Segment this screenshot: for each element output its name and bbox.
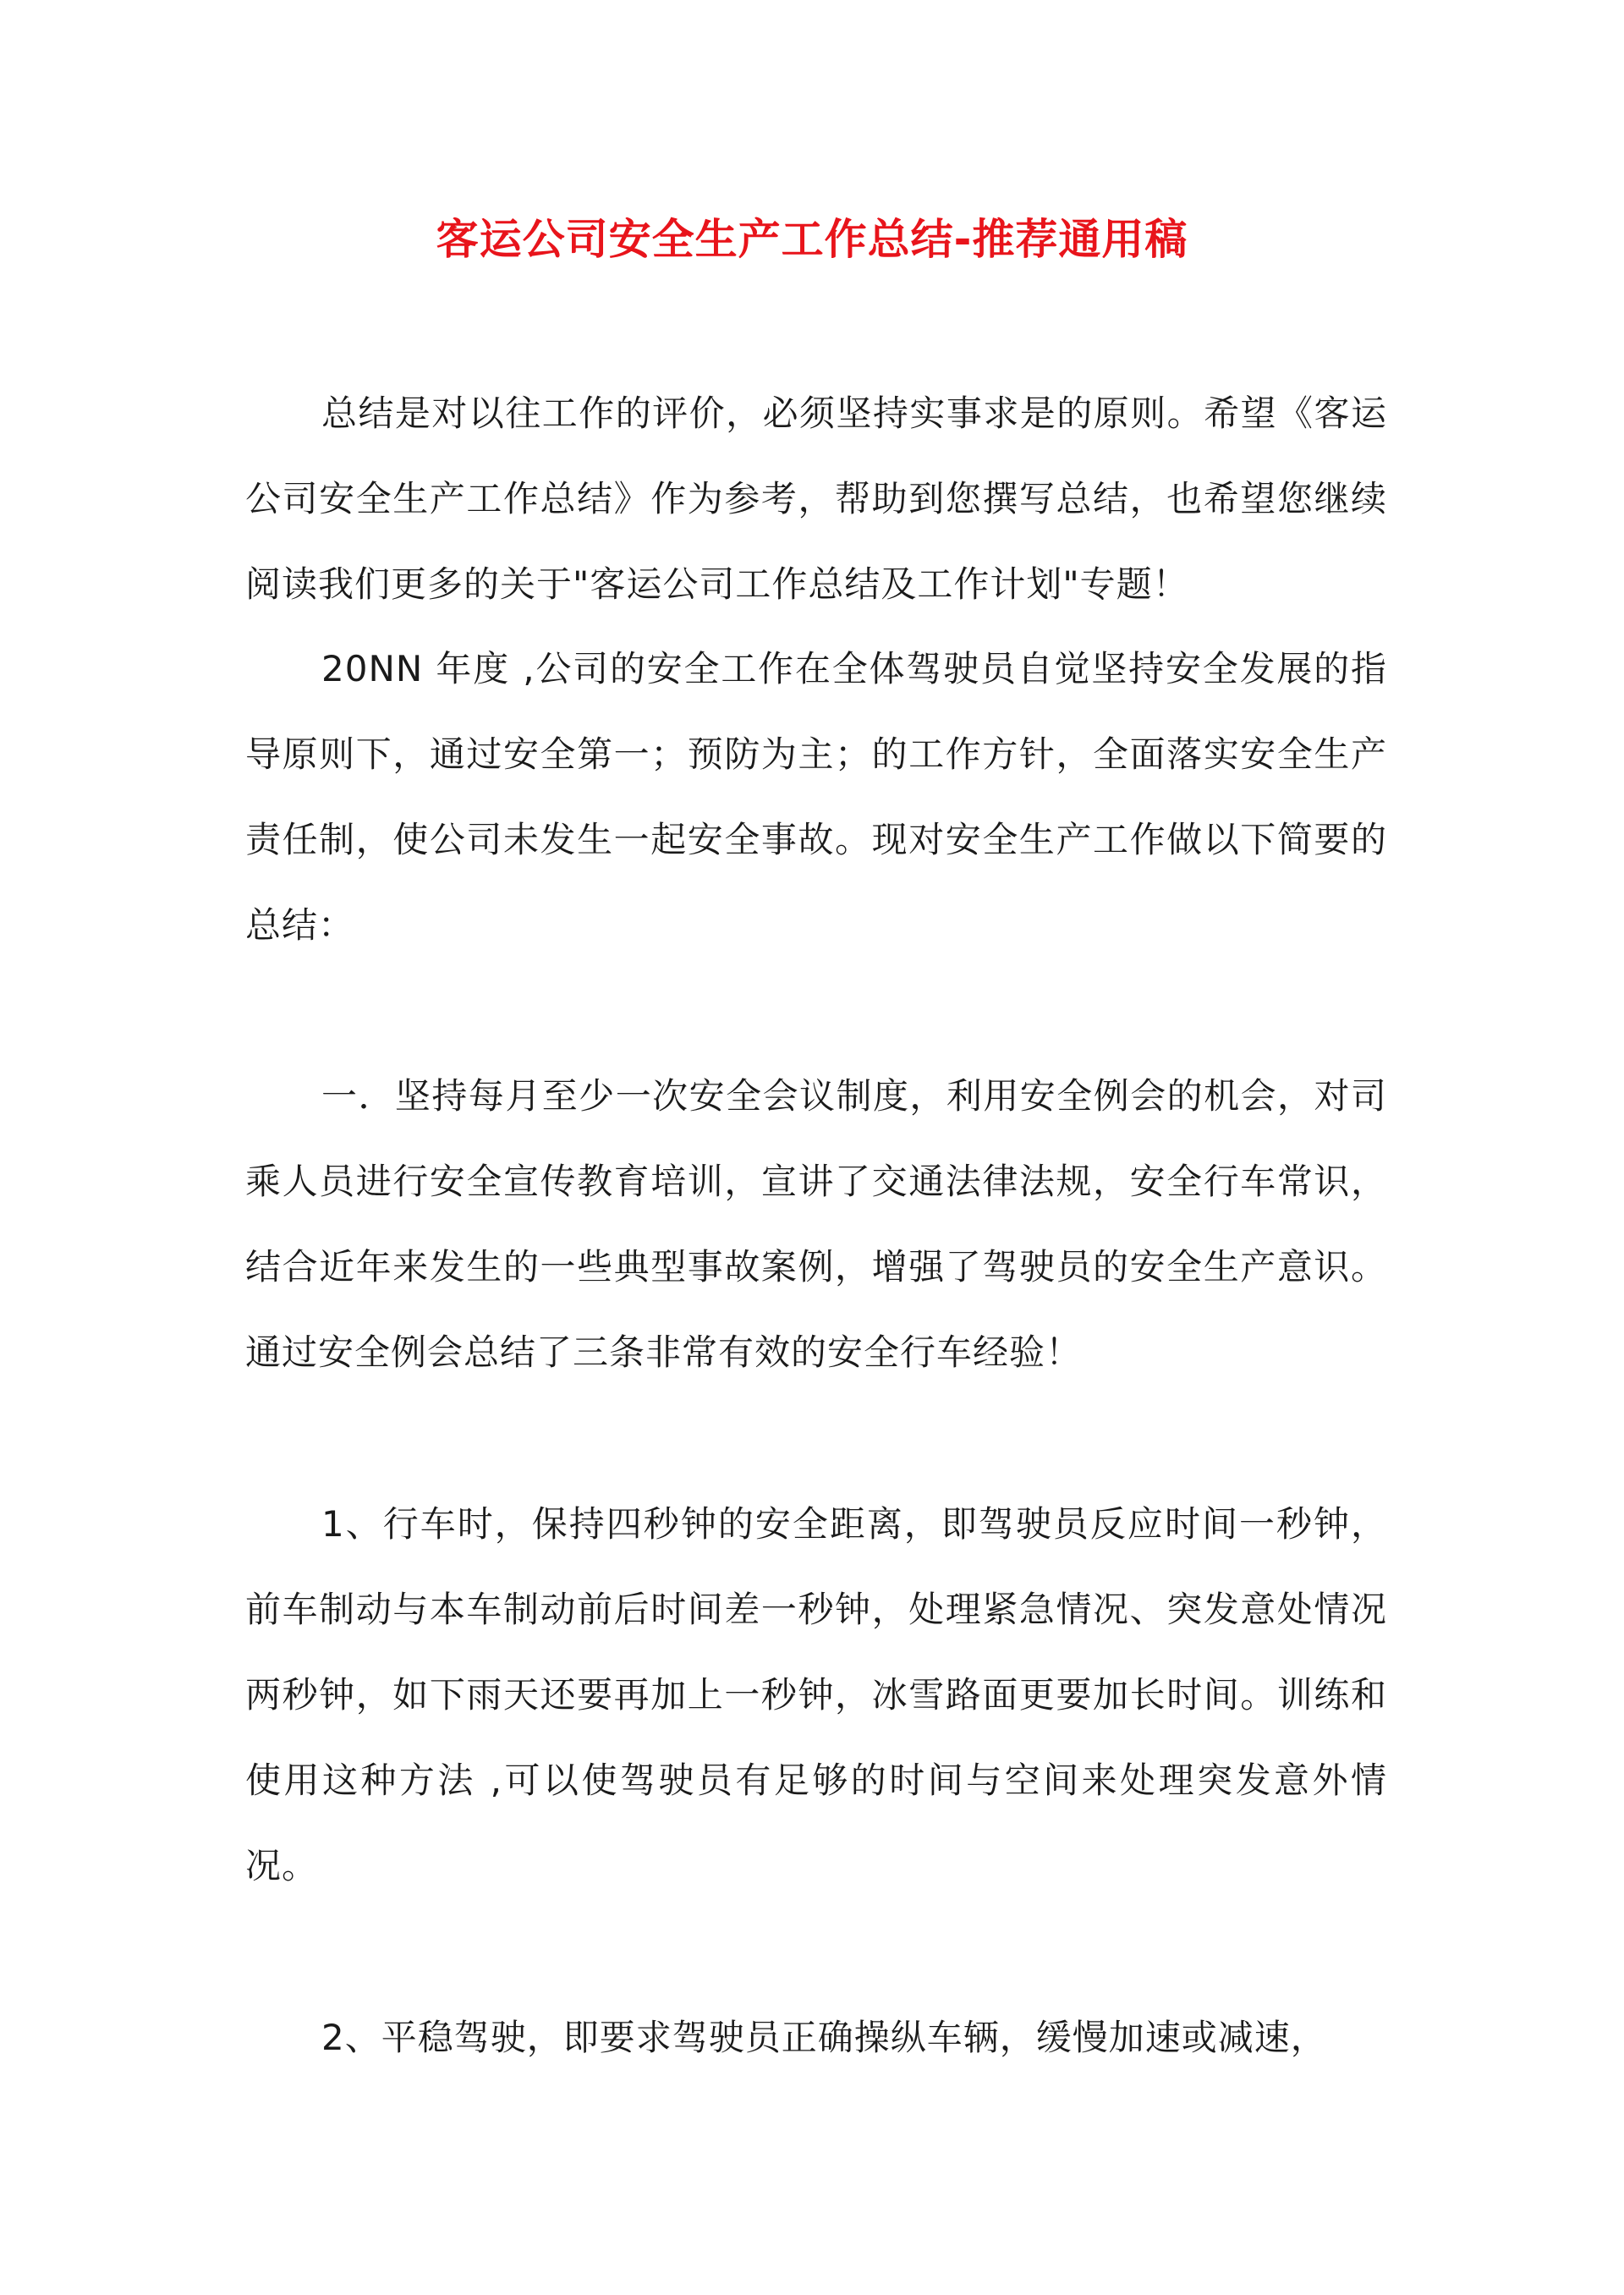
paragraph-text: 2、平稳驾驶，即要求驾驶员正确操纵车辆，缓慢加速或减速，: [321, 2017, 1327, 2058]
paragraph-text: 1、行车时，保持四秒钟的安全距离，即驾驶员反应时间一秒钟，前车制动与本车制动前后时间差一秒钟，处理紧急情况、突发意处情况两秒钟，如下雨天还要再加上一秒钟，冰雪路面更要加长时间。训练和使用这种方法 ,可以使驾驶员有足够的时间与空间来处理突发意外情况。: [245, 1503, 1387, 1886]
paragraph-text: 一．坚持每月至少一次安全会议制度，利用安全例会的机会，对司乘人员进行安全宣传教育培训，宣讲了交通法律法规，安全行车常识，结合近年来发生的一些典型事故案例，增强了驾驶员的安全生产意识。通过安全例会总结了三条非常有效的安全行车经验！: [245, 1075, 1387, 1373]
paragraph-annual-summary: [245, 626, 1387, 968]
paragraph-item-2: [245, 1995, 1387, 2080]
paragraph-text: 20NN 年度 ,公司的安全工作在全体驾驶员自觉坚持安全发展的指导原则下，通过安全第一；预防为主；的工作方针，全面落实安全生产责任制，使公司未发生一起安全事故。现对安全生产工作做以下简要的总结：: [245, 648, 1387, 946]
paragraph-text: 总结是对以往工作的评价，必须坚持实事求是的原则。希望《客运公司安全生产工作总结》作为参考，帮助到您撰写总结，也希望您继续阅读我们更多的关于"客运公司工作总结及工作计划"专题！: [245, 393, 1387, 605]
document-title: 客运公司安全生产工作总结-推荐通用稿: [436, 215, 1188, 264]
paragraph-intro: [245, 371, 1387, 627]
paragraph-item-1: [245, 1481, 1387, 1908]
paragraph-section-one: [245, 1053, 1387, 1395]
